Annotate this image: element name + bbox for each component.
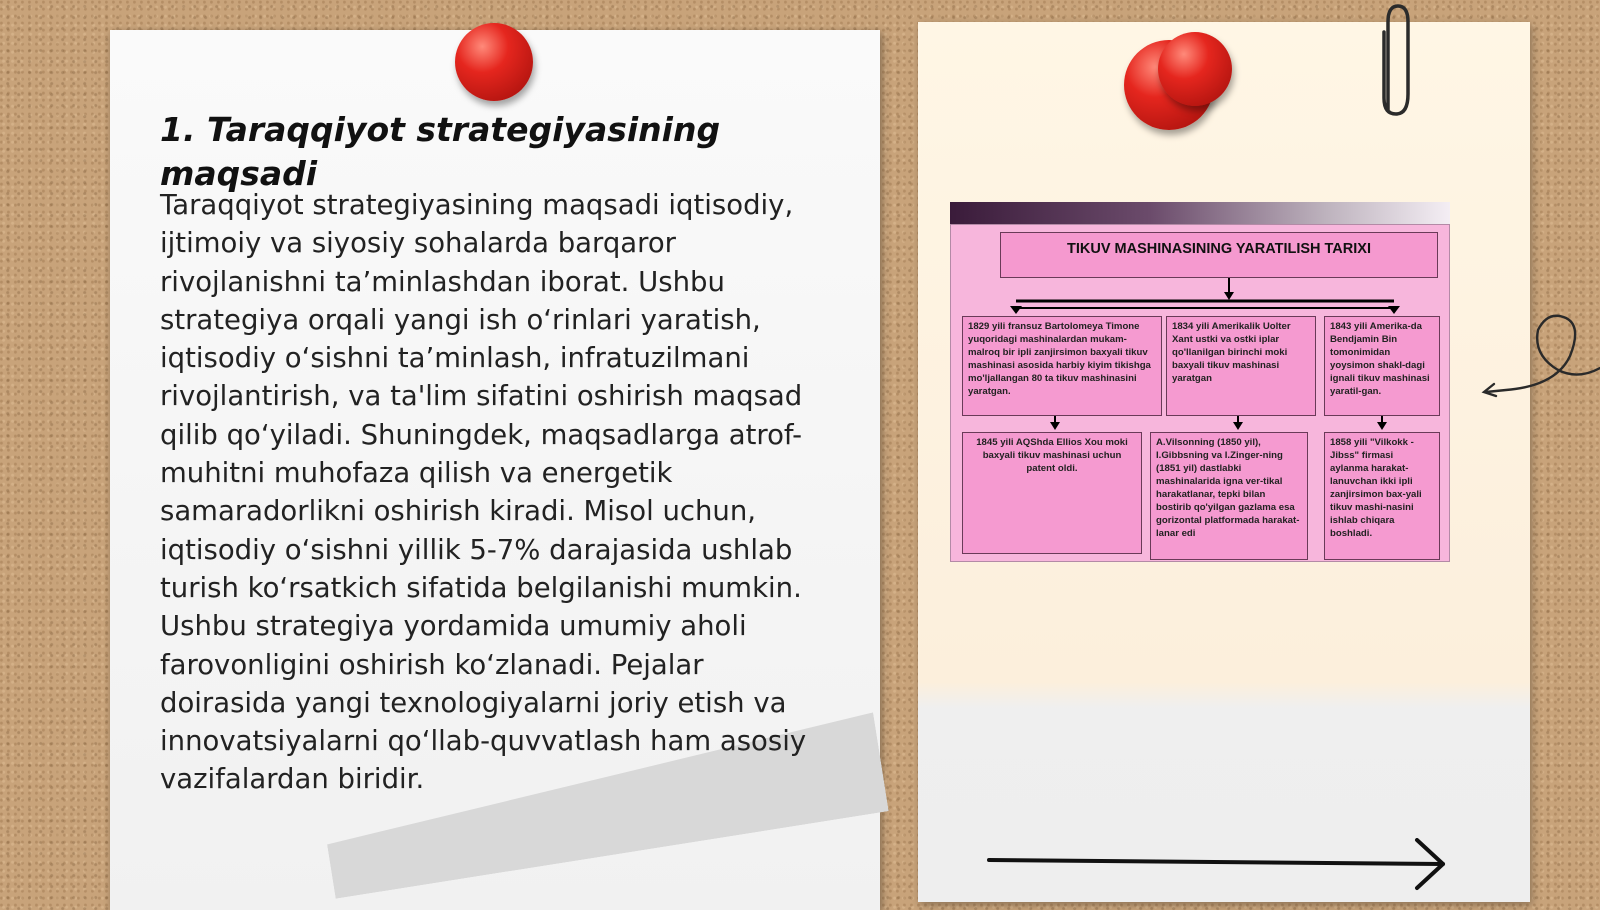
long-arrow-icon [985,838,1450,898]
scribble-arrow-icon [1478,310,1600,410]
diagram-box-1829: 1829 yili fransuz Bartolomeya Timone yuqoridagi mashinalardan mukam-malroq bir ipli zanjirsimon baxyali tikuv mashinasi asosida harbiy kiyim tikishga mo'ljallangan 80 ta tikuv mashinasini yaratgan. [962,316,1162,416]
paperclip-icon [1378,2,1412,120]
diagram-box-1834: 1834 yili Amerikalik Uolter Xant ustki va ostki iplar qo'llanilgan birinchi moki baxyali tikuv mashinasi yaratgan [1166,316,1316,416]
slide-body-text: Taraqqiyot strategiyasining maqsadi iqtisodiy, ijtimoiy va siyosiy sohalarda barqaror rivojlanishni ta’minlashdan iborat. Ushbu strategiya orqali yangi ish o‘rinlari yaratish, iqtisodiy o‘sishni ta’minlash, infratuzilmani rivojlantirish, va ta'lim sifatini oshirish maqsad qilib qo‘yiladi. Shuningdek, maqsadlarga atrof-muhitni muhofaza qilish va energetik samaradorlikni oshirish kiradi. Misol uchun, iqtisodiy o‘sishni yillik 5-7% darajasida ushlab turish ko‘rsatkich sifatida belgilanishi mumkin. Ushbu strategiya yordamida umumiy aholi farovonligini oshirish ko‘zlanadi. Pejalar doirasida yangi texnologiyalarni joriy etish va innovatsiyalarni qo‘llab-quvvatlash ham asosiy vazifalardan biridir. [160,189,807,796]
sewing-machine-history-diagram [950,202,1450,574]
diagram-box-1843: 1843 yili Amerika-da Bendjamin Bin tomonimidan yoysimon shakl-dagi ignali tikuv mashinasi yaratil-gan. [1324,316,1440,416]
pushpin-head-icon [1158,32,1232,106]
diagram-box-1858: 1858 yili "Vilkokk - Jibss" firmasi aylanma harakat-lanuvchan ikki ipli zanjirsimon bax-yali tikuv mashi-nasini ishlab chiqara boshladi. [1324,432,1440,560]
pushpin-icon [455,23,533,101]
slide-title: 1. Taraqqiyot strategiyasining maqsadi [160,110,721,193]
diagram-title: TIKUV MASHINASINING YARATILISH TARIXI [1000,232,1438,278]
diagram-box-1850: A.Vilsonning (1850 yil), I.Gibbsning va I.Zinger-ning (1851 yil) dastlabki mashinalarida igna ver-tikal harakatlanar, tepki bilan bostirib qo'yilgan gazlama esa gorizontal platformada harakat-lanar edi [1150,432,1308,560]
diagram-box-1845: 1845 yili AQShda Ellios Xou moki baxyali tikuv mashinasi uchun patent oldi. [962,432,1142,554]
